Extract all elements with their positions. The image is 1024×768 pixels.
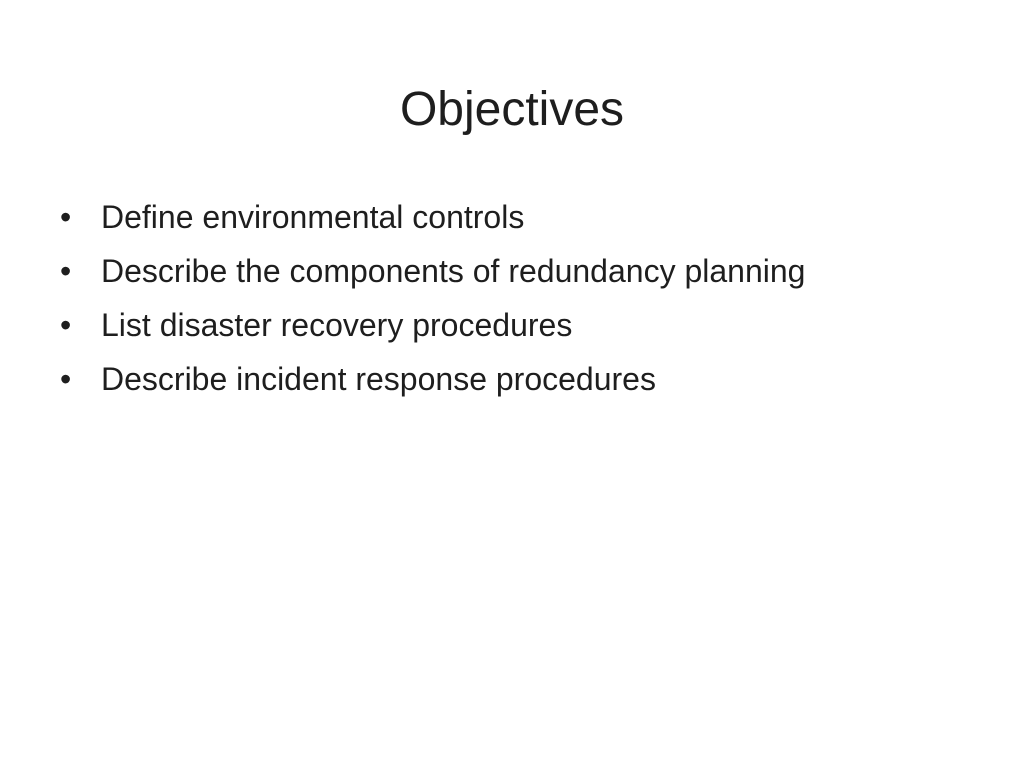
slide-title: Objectives [399,83,625,136]
bullet-text: List disaster recovery procedures [101,307,573,343]
bullet-icon: • [60,361,72,397]
bullet-item [60,352,1000,406]
bullet-text: Describe incident response procedures [101,361,656,397]
bullet-icon: • [60,307,72,343]
bullet-item [60,244,1000,298]
bullet-text: Describe the components of redundancy planning [101,253,806,289]
bullet-item [60,298,1000,352]
bullet-icon: • [60,253,72,289]
bullet-icon: • [60,199,72,235]
bullet-text: Define environmental controls [101,199,525,235]
bullet-list [60,190,1000,406]
bullet-item [60,190,1000,244]
